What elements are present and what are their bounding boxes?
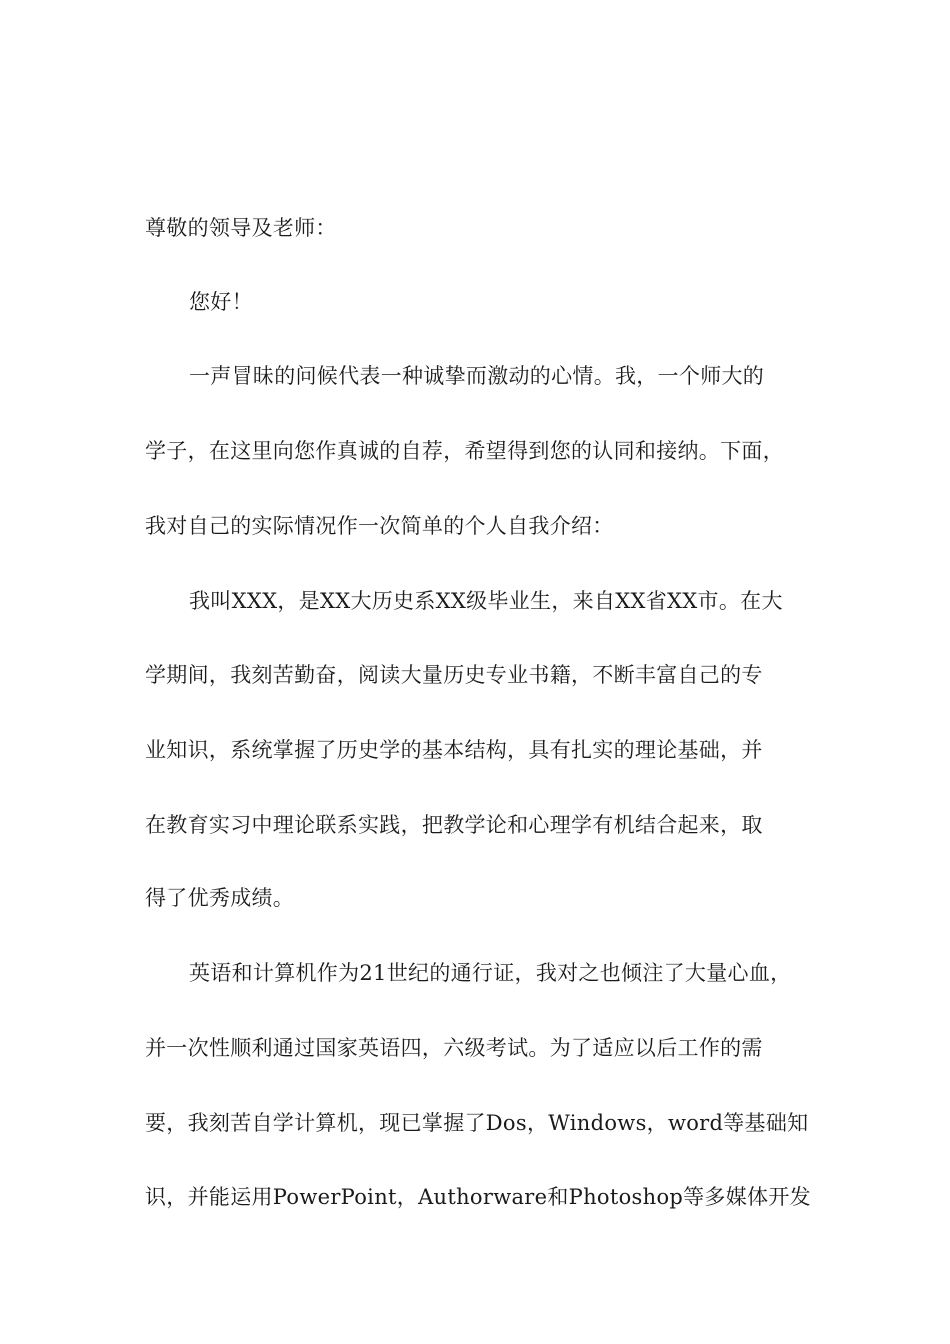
paragraph-1-line-1: 一声冒昧的问候代表一种诚挚而激动的心情。我，一个师大的 [189, 364, 765, 388]
paragraph-2-line-3: 业知识，系统掌握了历史学的基本结构，具有扎实的理论基础，并 [145, 738, 763, 762]
paragraph-2-line-5: 得了优秀成绩。 [145, 886, 295, 910]
paragraph-2-line-1: 我叫XXX，是XX大历史系XX级毕业生，来自XX省XX市。在大 [189, 589, 783, 613]
paragraph-3-line-1: 英语和计算机作为21世纪的通行证，我对之也倾注了大量心血， [189, 961, 792, 985]
greeting: 您好！ [189, 290, 253, 314]
salutation: 尊敬的领导及老师： [145, 216, 337, 240]
paragraph-3-line-4: 识，并能运用PowerPoint，Authorware和Photoshop等多媒体开发 [145, 1185, 811, 1209]
paragraph-3-line-2: 并一次性顺利通过国家英语四，六级考试。为了适应以后工作的需 [145, 1036, 763, 1060]
paragraph-2-line-4: 在教育实习中理论联系实践，把教学论和心理学有机结合起来，取 [145, 813, 763, 837]
paragraph-1-line-3: 我对自己的实际情况作一次简单的个人自我介绍： [145, 514, 614, 538]
paragraph-1-line-2: 学子，在这里向您作真诚的自荐，希望得到您的认同和接纳。下面， [145, 439, 784, 463]
paragraph-3-line-3: 要，我刻苦自学计算机，现已掌握了Dos，Windows，word等基础知 [145, 1111, 809, 1135]
paragraph-2-line-2: 学期间，我刻苦勤奋，阅读大量历史专业书籍，不断丰富自己的专 [145, 663, 763, 687]
